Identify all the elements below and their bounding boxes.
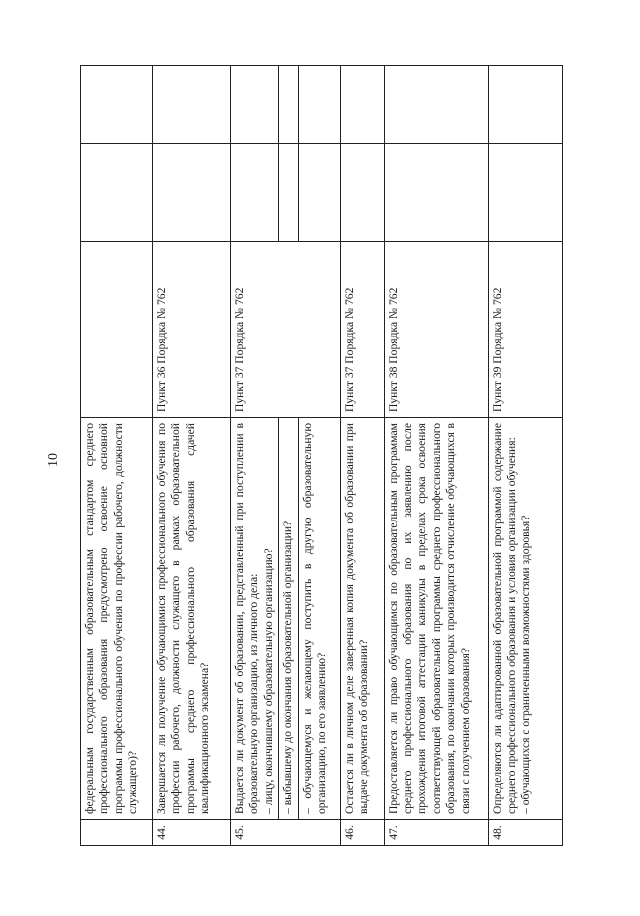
empty-cell <box>279 66 298 144</box>
table-row <box>279 66 298 846</box>
legal-reference <box>81 242 153 418</box>
row-number: 48. <box>488 820 562 846</box>
row-number: 47. <box>384 820 488 846</box>
empty-cell <box>231 144 279 242</box>
table-row <box>298 66 340 846</box>
question-text: Выдается ли документ об образовании, представленный при поступлении в образовательную организацию, из личного дела: – лицу, окончившему образовательную организацию? <box>231 418 279 820</box>
empty-cell <box>279 144 298 242</box>
empty-cell <box>340 66 384 144</box>
legal-reference: Пункт 37 Порядка № 762 <box>231 242 341 418</box>
table-row <box>81 66 153 846</box>
empty-cell <box>81 144 153 242</box>
question-text: Определяются ли адаптированной образовательной программой содержание среднего профессионального образования и условия организации обучения: – обучающихся с ограниченными возможностями здоровья? <box>488 418 562 820</box>
row-number <box>81 820 153 846</box>
table-row <box>340 66 384 846</box>
legal-reference: Пункт 37 Порядка № 762 <box>340 242 384 418</box>
empty-cell <box>81 66 153 144</box>
table-row <box>231 66 279 846</box>
empty-cell <box>153 66 231 144</box>
question-text: – обучающемуся и желающему поступить в другую образовательную организацию, по его заявлению? <box>298 418 340 820</box>
table-row <box>488 66 562 846</box>
empty-cell <box>384 66 488 144</box>
question-text: Остается ли в личном деле заверенная копия документа об образовании при выдаче документа об образовании? <box>340 418 384 820</box>
table-row <box>384 66 488 846</box>
row-number: 45. <box>231 820 341 846</box>
empty-cell <box>153 144 231 242</box>
empty-cell <box>488 144 562 242</box>
legal-reference: Пункт 36 Порядка № 762 <box>153 242 231 418</box>
table-row <box>153 66 231 846</box>
checklist-table <box>80 65 563 846</box>
legal-reference: Пункт 38 Порядка № 762 <box>384 242 488 418</box>
empty-cell <box>298 144 340 242</box>
page-number: 10 <box>46 453 61 467</box>
question-text: Предоставляется ли право обучающимся по образовательным программам среднего профессионального образования по их заявлению после прохождения итоговой аттестации каникулы в пределах срока освоения соответствующей образовательной программы среднего профессионального образования, по окончании которых производится отчисление обучающихся в связи с получением образования? <box>384 418 488 820</box>
question-text: – выбывшему до окончания образовательной организации? <box>279 418 298 820</box>
row-number: 46. <box>340 820 384 846</box>
checklist-table-rotated <box>80 66 558 846</box>
legal-reference: Пункт 39 Порядка № 762 <box>488 242 562 418</box>
empty-cell <box>384 144 488 242</box>
row-number: 44. <box>153 820 231 846</box>
empty-cell <box>488 66 562 144</box>
empty-cell <box>231 66 279 144</box>
question-text: Завершается ли получение обучающимися профессионального обучения по профессии рабочего, должности служащего в рамках образовательной программы среднего профессионального образования сдачей квалификационного экзамена? <box>153 418 231 820</box>
question-text: федеральным государственным образовательным стандартом среднего профессионального образования предусмотрено освоение основной программы профессионального обучения по профессии рабочего, должности служащего)? <box>81 418 153 820</box>
empty-cell <box>340 144 384 242</box>
empty-cell <box>298 66 340 144</box>
